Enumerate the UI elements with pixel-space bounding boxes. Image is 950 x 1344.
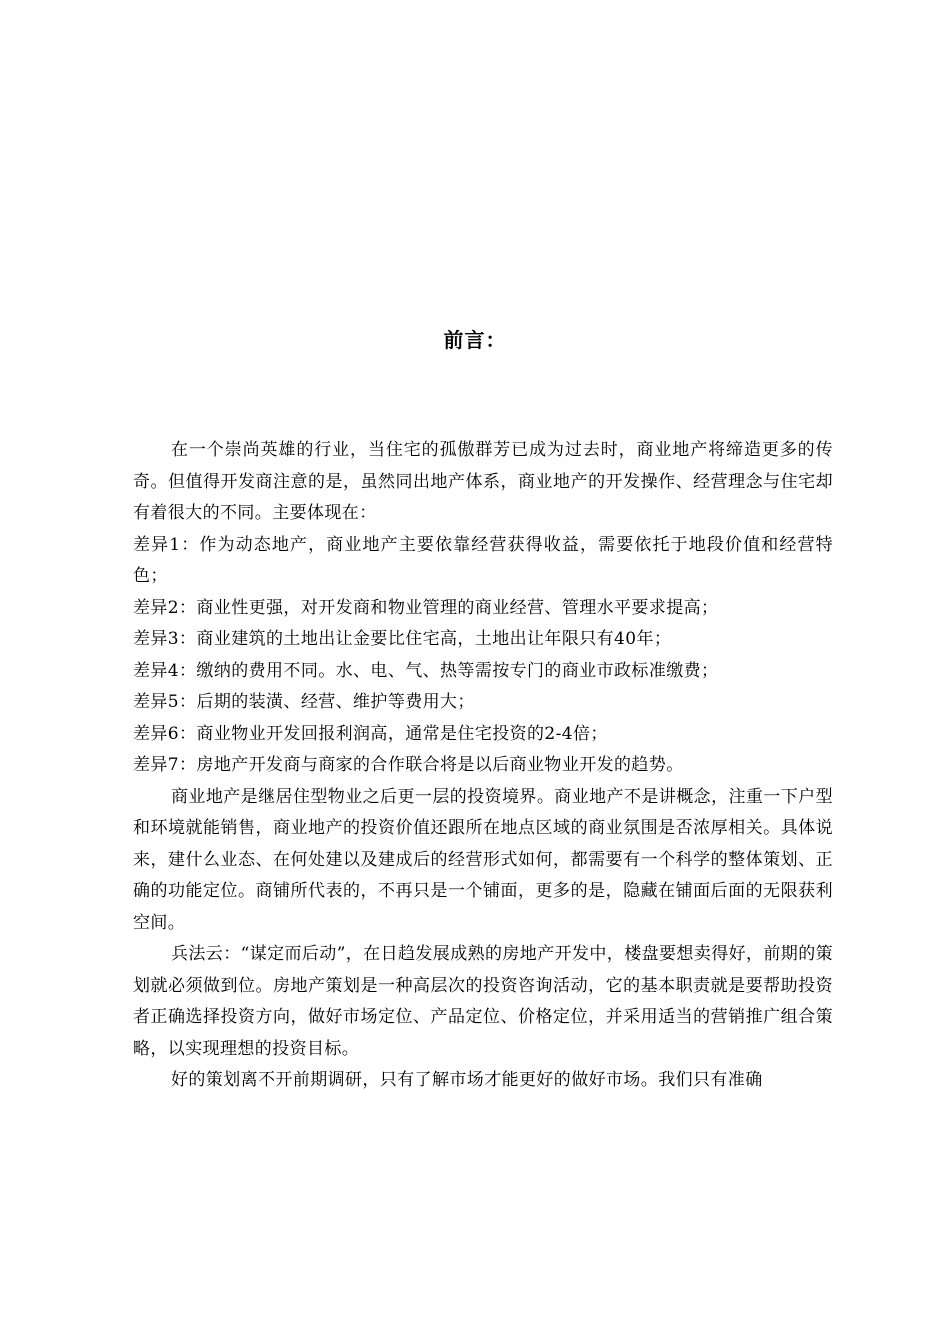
intro-paragraph: 在一个崇尚英雄的行业，当住宅的孤傲群芳已成为过去时，商业地产将缔造更多的传奇。但值得开发商注意的是，虽然同出地产体系，商业地产的开发操作、经营理念与住宅却有着很大的不同。主要体现在： xyxy=(133,440,833,523)
strategy-paragraph: 兵法云：“谋定而后动”，在日趋发展成熟的房地产开发中，楼盘要想卖得好，前期的策划就必须做到位。房地产策划是一种高层次的投资咨询活动，它的基本职责就是要帮助投资者正确选择投资方向，做好市场定位、产品定位、价格定位，并采用适当的营销推广组合策略，以实现理想的投资目标。 xyxy=(133,944,833,1059)
research-paragraph: 好的策划离不开前期调研，只有了解市场才能更好的做好市场。我们只有准确 xyxy=(171,1070,763,1090)
difference-item-6: 差异6：商业物业开发回报利润高，通常是住宅投资的2-4倍； xyxy=(133,723,608,744)
difference-item-1: 差异1：作为动态地产，商业地产主要依靠经营获得收益，需要依托于地段价值和经营特色； xyxy=(133,534,833,586)
document-body xyxy=(133,435,833,1097)
difference-item-4: 差异4：缴纳的费用不同。水、电、气、热等需按专门的商业市政标准缴费； xyxy=(133,660,719,681)
investment-paragraph: 商业地产是继居住型物业之后更一层的投资境界。商业地产不是讲概念，注重一下户型和环境就能销售，商业地产的投资价值还跟所在地点区域的商业氛围是否浓厚相关。具体说来，建什么业态、在何处建以及建成后的经营形式如何，都需要有一个科学的整体策划、正确的功能定位。商铺所代表的，不再只是一个铺面，更多的是，隐藏在铺面后面的无限获利空间。 xyxy=(133,786,833,933)
difference-item-5: 差异5：后期的装潢、经营、维护等费用大； xyxy=(133,692,475,712)
difference-item-2: 差异2：商业性更强，对开发商和物业管理的商业经营、管理水平要求提高； xyxy=(133,597,719,618)
difference-item-3: 差异3：商业建筑的土地出让金要比住宅高，土地出让年限只有40年； xyxy=(133,629,672,649)
difference-item-7: 差异7：房地产开发商与商家的合作联合将是以后商业物业开发的趋势。 xyxy=(133,755,684,775)
page-title: 前言： xyxy=(443,328,507,352)
